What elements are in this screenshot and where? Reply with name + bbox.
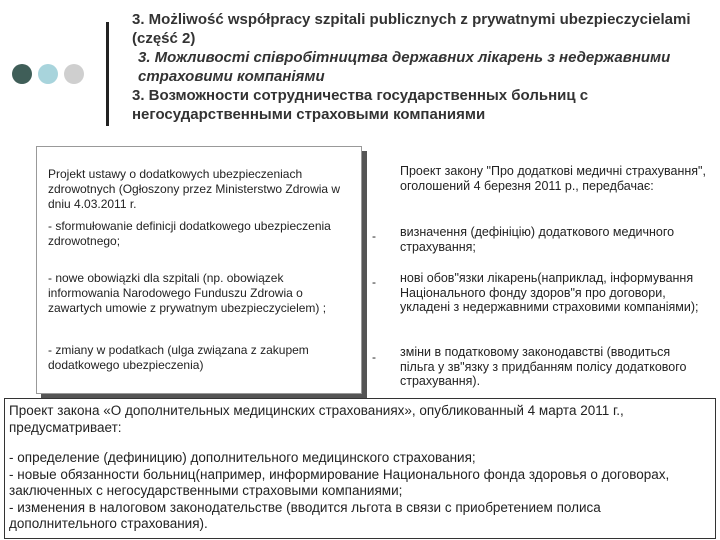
- title-russian: 3. Возможности сотрудничества государственных больниц с негосударственными страховыми компаниями: [132, 87, 589, 123]
- polish-item-definition: - sformułowanie definicji dodatkowego ubezpieczenia zdrowotnego;: [48, 219, 331, 248]
- dot-dark: [12, 64, 32, 84]
- ukrainian-dash-1: -: [372, 229, 376, 243]
- decorative-dots: [12, 64, 84, 84]
- polish-item-obligations: - nowe obowiązki dla szpitali (np. obowiązek informowania Narodowego Funduszu Zdrowia o zawartych umowie z prywatnym ubezpieczycielem) ;: [48, 271, 327, 315]
- russian-item-obligations: - новые обязанности больниц(например, информирование Национального фонда здоровья о договорах, заключенных с негосударственными страховыми компаниями;: [9, 466, 670, 498]
- polish-intro: Projekt ustawy o dodatkowych ubezpieczeniach zdrowotnych (Ogłoszony przez Ministerstwo Zdrowia w dniu 4.03.2011 r.: [48, 167, 341, 211]
- title-polish: 3. Możliwość współpracy szpitali publicznych z prywatnymi ubezpieczycielami (część 2): [132, 11, 691, 47]
- ukrainian-item-obligations: нові обов"язки лікарень(наприклад, інформування Національного фонду здоров"я про договори, укладені з недержавними страховими компаніями);: [400, 271, 699, 314]
- dot-grey: [64, 64, 84, 84]
- russian-item-taxes: - изменения в налоговом законодательстве (вводится льгота в связи с приобретением полиса дополнительного страхования).: [9, 499, 601, 531]
- ukrainian-dash-2: -: [372, 275, 376, 289]
- russian-text-box: [4, 398, 716, 539]
- ukrainian-dash-3: -: [372, 350, 376, 364]
- slide-title: [132, 10, 712, 124]
- ukrainian-intro: Проект закону "Про додаткові медичні страхування", оголошений 4 березня 2011 р., передбачає:: [400, 164, 706, 193]
- title-ukrainian: 3. Можливості співробітництва державних лікарень з недержавними страховими компаніями: [138, 49, 671, 85]
- russian-intro: Проект закона «О дополнительных медицинских страхованиях», опубликованный 4 марта 2011 г., предусматривает:: [9, 403, 624, 435]
- ukrainian-item-taxes: зміни в податковому законодавстві (вводиться пільга у зв"язку з придбанням полісу додаткового страхування).: [400, 345, 687, 388]
- polish-text-box: [36, 146, 362, 394]
- ukrainian-item-definition: визначення (дефініцію) додаткового медичного страхування;: [400, 225, 675, 254]
- title-divider: [106, 22, 109, 126]
- dot-light-blue: [38, 64, 58, 84]
- russian-item-definition: - определение (дефиницию) дополнительного медицинского страхования;: [9, 450, 476, 465]
- polish-item-taxes: - zmiany w podatkach (ulga związana z zakupem dodatkowego ubezpieczenia): [48, 343, 309, 372]
